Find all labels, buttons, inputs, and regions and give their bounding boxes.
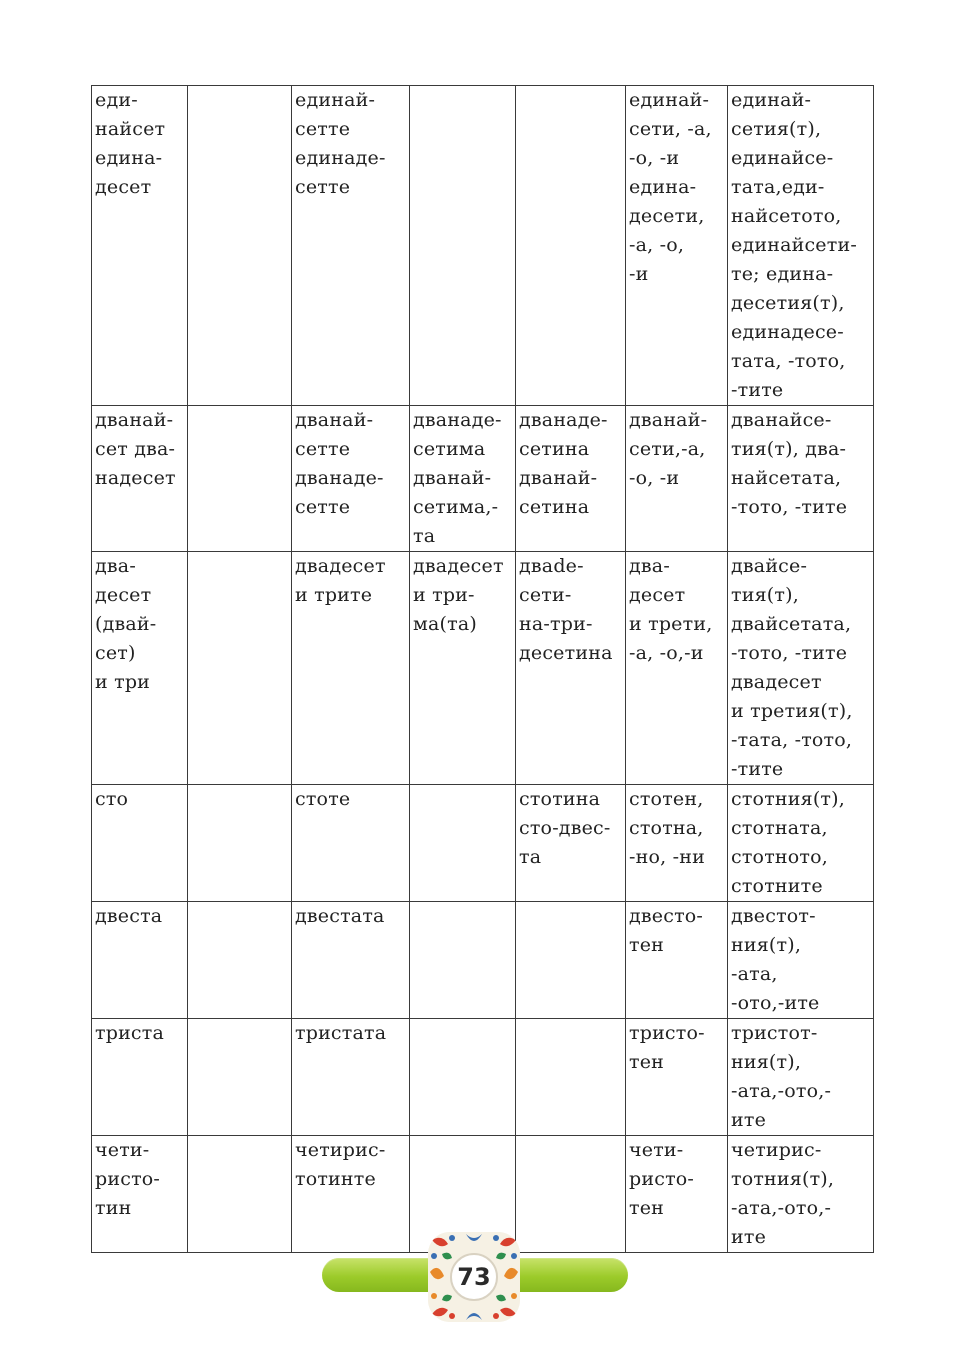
table-cell: двестот- ния(т), -ата, -ото,-ите [728, 902, 874, 1019]
table-cell [188, 406, 292, 552]
table-cell [188, 902, 292, 1019]
table-cell: сто [92, 785, 188, 902]
table-cell: двадесет и трите [292, 552, 410, 785]
table-cell [410, 785, 516, 902]
folk-ornament-tile [428, 1232, 520, 1322]
table-cell: дванайсе- тия(т), два- найсетата, -тото, -тите [728, 406, 874, 552]
table-row [92, 785, 874, 902]
table-cell: единай- сети, -а, -о, -и едина- десети, -а, -о, -и [626, 86, 728, 406]
table-row [92, 552, 874, 785]
table-row [92, 406, 874, 552]
table-cell: стоте [292, 785, 410, 902]
page-number: 73 [450, 1253, 498, 1301]
table-cell: чети- ристо- тен [626, 1136, 728, 1253]
table-cell: два- десет и трети, -а, -о,-и [626, 552, 728, 785]
table-cell [516, 902, 626, 1019]
numerals-table [91, 85, 874, 1253]
table-cell: двесто- тен [626, 902, 728, 1019]
table-cell: дванаде- сетима дванай- сетима,- та [410, 406, 516, 552]
table-cell [410, 86, 516, 406]
table-cell: дванаде- сетина дванай- сетина [516, 406, 626, 552]
table-cell: дванай- сетте дванаде- сетте [292, 406, 410, 552]
table-cell: двадесет и три- ма(та) [410, 552, 516, 785]
table-cell: два- десет (двай- сет) и три [92, 552, 188, 785]
table-cell: триста [92, 1019, 188, 1136]
table-cell [188, 1019, 292, 1136]
table-cell: двайсе- тия(т), двайсетата, -тото, -тите двадесет и третия(т), -тата, -тото, -тите [728, 552, 874, 785]
table-cell [410, 902, 516, 1019]
table-cell: тристо- тен [626, 1019, 728, 1136]
table-cell: двеста [92, 902, 188, 1019]
table-cell: чети- ристо- тин [92, 1136, 188, 1253]
table-cell: двестата [292, 902, 410, 1019]
table-cell [188, 785, 292, 902]
table-cell [516, 1019, 626, 1136]
table-row [92, 902, 874, 1019]
table-cell: стотния(т), стотната, стотното, стотните [728, 785, 874, 902]
table-row [92, 1019, 874, 1136]
table-cell: единай- сетте единаде- сетте [292, 86, 410, 406]
table-cell: стотен, стотна, -но, -ни [626, 785, 728, 902]
table-cell: дванай- сети,-а, -о, -и [626, 406, 728, 552]
table-cell [188, 552, 292, 785]
table-cell [516, 86, 626, 406]
page-number-badge [322, 1232, 628, 1322]
table-row [92, 86, 874, 406]
table-cell: тристата [292, 1019, 410, 1136]
table-cell: четирис- тотинте [292, 1136, 410, 1253]
table-cell [188, 1136, 292, 1253]
table-cell: дванай- сет два- надесет [92, 406, 188, 552]
table-cell: еди- найсет едина- десет [92, 86, 188, 406]
table-cell [188, 86, 292, 406]
table-cell: тристот- ния(т), -ата,-ото,- ите [728, 1019, 874, 1136]
table-cell: четирис- тотния(т), -ата,-ото,- ите [728, 1136, 874, 1253]
table-cell: стотина сто-двес- та [516, 785, 626, 902]
table-cell [410, 1019, 516, 1136]
table-cell: единай- сетия(т), единайсе- тата,еди- найсетото, единайсети- те; едина- десетия(т), единадесе- тата, -тото, -тите [728, 86, 874, 406]
table-cell: двade- сети- на-три- десетина [516, 552, 626, 785]
